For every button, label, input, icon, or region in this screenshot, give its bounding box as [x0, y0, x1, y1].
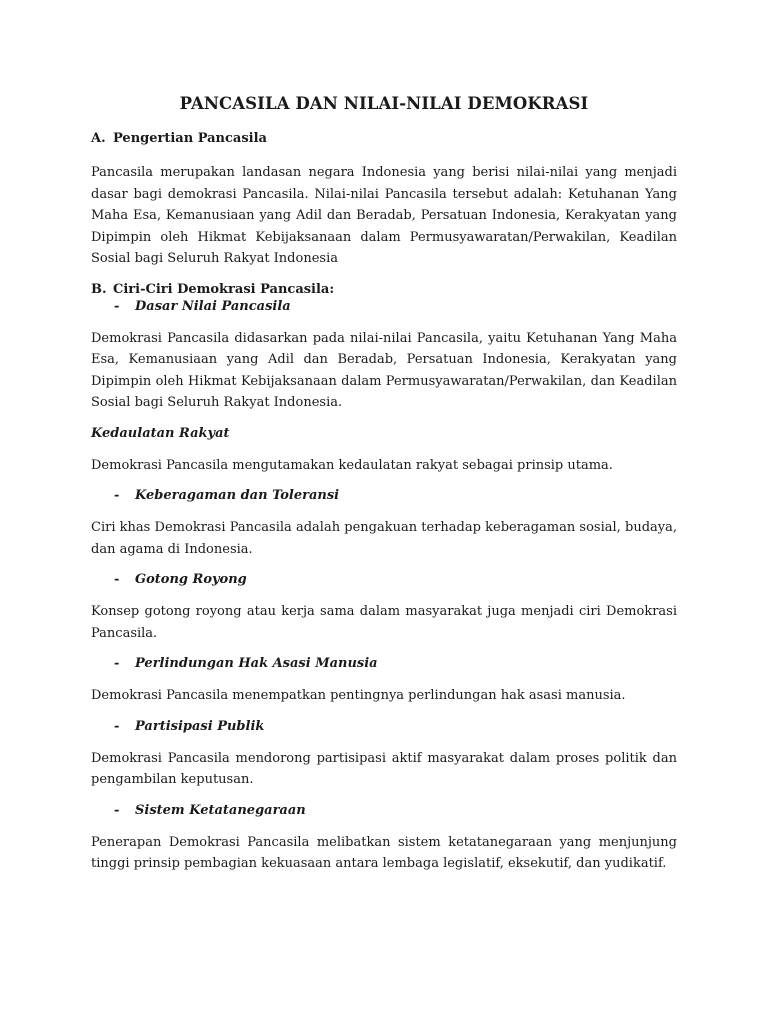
section-a-paragraph: Pancasila merupakan landasan negara Indonesia yang berisi nilai-nilai yang menjadi dasar bagi demokrasi Pancasila. Nilai-nilai Pancasila tersebut adalah: Ketuhanan Yang Maha Esa, Kemanusiaan yang Adil dan Beradab, Persatuan Indonesia, Kerakyatan yang Dipimpin oleh Hikmat Kebijaksanaan dalam Permusyawaratan/Perwakilan, Keadilan Sosial bagi Seluruh Rakyat Indonesia: [91, 165, 677, 266]
item-heading-text: Dasar Nilai Pancasila: [135, 298, 291, 314]
list-item-heading: Kedaulatan Rakyat: [91, 425, 230, 441]
bullet-dash: -: [114, 802, 120, 818]
item-heading-text: Sistem Ketatanegaraan: [135, 802, 306, 818]
section-b-letter: B.: [91, 281, 107, 297]
bullet-dash: -: [114, 298, 120, 314]
list-item-heading: [91, 656, 677, 671]
list-item-heading: [91, 488, 677, 503]
list-item-paragraph: Penerapan Demokrasi Pancasila melibatkan sistem ketatanegaraan yang menjunjung tinggi prinsip pembagian kekuasaan antara lembaga legislatif, eksekutif, dan yudikatif.: [91, 834, 677, 871]
list-item-heading: [91, 719, 677, 734]
list-item-paragraph: Demokrasi Pancasila mengutamakan kedaulatan rakyat sebagai prinsip utama.: [91, 457, 613, 473]
section-b-title: Ciri-Ciri Demokrasi Pancasila:: [113, 281, 335, 297]
list-item-paragraph: Demokrasi Pancasila didasarkan pada nilai-nilai Pancasila, yaitu Ketuhanan Yang Maha Esa, Kemanusiaan yang Adil dan Beradab, Persatuan Indonesia, Kerakyatan yang Dipimpin oleh Hikmat Kebijaksanaan dalam Permusyawaratan/Perwakilan, dan Keadilan Sosial bagi Seluruh Rakyat Indonesia.: [91, 330, 677, 410]
list-item-heading: [91, 803, 677, 818]
bullet-dash: -: [114, 488, 120, 503]
item-heading-text: Perlindungan Hak Asasi Manusia: [135, 656, 378, 671]
item-heading-text: Partisipasi Publik: [135, 718, 265, 734]
list-item-paragraph: Demokrasi Pancasila menempatkan pentingnya perlindungan hak asasi manusia.: [91, 688, 626, 703]
list-item-heading: [91, 572, 677, 587]
document-title: PANCASILA DAN NILAI-NILAI DEMOKRASI: [179, 94, 589, 113]
document-page: [91, 94, 677, 887]
list-item-paragraph: Konsep gotong royong atau kerja sama dalam masyarakat juga menjadi ciri Demokrasi Pancasila.: [91, 604, 677, 641]
bullet-dash: -: [114, 656, 120, 671]
section-a-heading: [91, 131, 677, 146]
section-a-letter: A.: [91, 131, 106, 146]
list-item-paragraph: Demokrasi Pancasila mendorong partisipasi aktif masyarakat dalam proses politik dan pengambilan keputusan.: [91, 750, 677, 787]
bullet-dash: -: [114, 572, 120, 587]
section-b-heading: [91, 282, 677, 297]
item-heading-text: Keberagaman dan Toleransi: [135, 488, 340, 503]
section-a-title: Pengertian Pancasila: [113, 131, 267, 146]
bullet-dash: -: [114, 718, 120, 734]
list-item-paragraph: Ciri khas Demokrasi Pancasila adalah pengakuan terhadap keberagaman sosial, budaya, dan agama di Indonesia.: [91, 520, 677, 557]
item-heading-text: Gotong Royong: [135, 572, 247, 587]
list-item-heading: [91, 299, 677, 314]
